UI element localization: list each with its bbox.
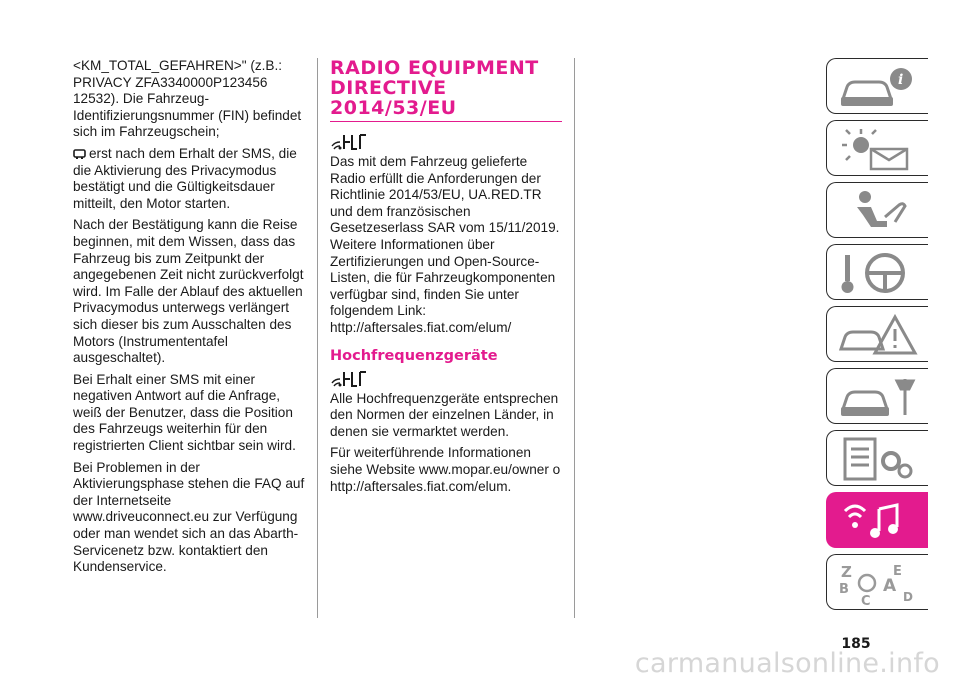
- tab-car-service[interactable]: [826, 368, 928, 424]
- car-signal-icon: [330, 369, 370, 389]
- tab-dashboard-lights[interactable]: [826, 120, 928, 176]
- svg-text:A: A: [883, 576, 897, 596]
- dashboard-lights-icon: [835, 125, 921, 173]
- watermark-text: carmanualsonline.info: [634, 648, 940, 679]
- tab-seat-airbag[interactable]: [826, 182, 928, 238]
- multimedia-icon: [835, 497, 921, 545]
- page-number: 185: [841, 636, 871, 652]
- paragraph: Das mit dem Fahrzeug gelieferte Radio erfüllt die Anforderungen der Richtlinie 2014/53/EU, UA.RED.TR und dem französischen Gesetzeserlass SAR vom 15/11/2019. Weitere Informationen über Zertifizierungen und Open-Source-Listen, die für Fahrzeugkomponenten verfügbar sind, finden Sie unter folgendem Link: http://aftersales.fiat.com/elum/: [330, 154, 560, 335]
- paragraph: <KM_TOTAL_GEFAHREN>" (z.B.: PRIVACY ZFA3340000P123456 12532). Die Fahrzeug-Identifizierungsnummer (FIN) befindet sich im Fahrzeugschein;: [73, 58, 302, 140]
- tab-steering-wheel-key[interactable]: [826, 244, 928, 300]
- car-wifi-icon: [73, 148, 87, 159]
- tab-technical-data[interactable]: [826, 430, 928, 486]
- svg-text:Z: Z: [841, 563, 852, 581]
- svg-text:i: i: [898, 72, 904, 88]
- tab-car-warning[interactable]: [826, 306, 928, 362]
- tab-multimedia[interactable]: [826, 492, 928, 548]
- tab-car-info[interactable]: [826, 58, 928, 114]
- car-warning-icon: [835, 311, 921, 359]
- index-letters-icon: [835, 559, 921, 607]
- seat-airbag-icon: [835, 187, 921, 235]
- car-service-icon: [835, 373, 921, 421]
- svg-text:E: E: [893, 564, 902, 579]
- paragraph: Alle Hochfrequenzgeräte entsprechen den Normen der einzelnen Länder, in denen sie vermarktet werden.: [330, 390, 559, 439]
- paragraph: Für weiterführende Informationen siehe Website www.mopar.eu/owner o http://aftersales.fiat.com/elum.: [330, 445, 561, 494]
- text-column-left: [73, 58, 305, 581]
- technical-data-icon: [835, 435, 921, 483]
- paragraph: Nach der Bestätigung kann die Reise beginnen, mit dem Wissen, dass das Fahrzeug bis zum Zeitpunkt der angegebenen Zeit nicht zurückverfolgt wird. Im Falle der Ablauf des aktuellen Privacymodus unterwegs verlängert sich dieser bis zum Ausschalten des Motors (Instrumententafel ausgeschaltet).: [73, 217, 304, 366]
- column-divider: [574, 58, 575, 618]
- column-divider: [317, 58, 318, 618]
- text-column-middle: [330, 58, 562, 500]
- svg-text:B: B: [839, 582, 849, 597]
- steering-wheel-key-icon: [835, 249, 921, 297]
- paragraph-text: erst nach dem Erhalt der SMS, die die Aktivierung des Privacymodus bestätigt und die Gültigkeitsdauer mitteilt, den Motor starten.: [73, 145, 297, 211]
- car-signal-icon: [330, 132, 370, 152]
- heading-underline: [330, 121, 562, 122]
- section-heading-radio-equipment: RADIO EQUIPMENT DIRECTIVE 2014/53/EU: [330, 57, 539, 119]
- paragraph: Bei Erhalt einer SMS mit einer negativen Antwort auf die Anfrage, weiß der Benutzer, dass die Position des Fahrzeugs weiterhin für den registrierten Client sichtbar sein wird.: [73, 371, 296, 454]
- paragraph: Bei Problemen in der Aktivierungsphase stehen die FAQ auf der Internetseite www.driveuconnect.eu zur Verfügung oder man wendet sich an das Abarth-Servicenetz bzw. kontaktiert den Kundenservice.: [73, 459, 305, 575]
- tab-index[interactable]: [826, 554, 928, 610]
- section-heading-hochfrequenz: Hochfrequenzgeräte: [330, 347, 498, 364]
- car-info-icon: [835, 63, 921, 111]
- paragraph-wifi: [73, 146, 305, 212]
- svg-text:C: C: [861, 594, 871, 607]
- svg-text:D: D: [903, 590, 913, 604]
